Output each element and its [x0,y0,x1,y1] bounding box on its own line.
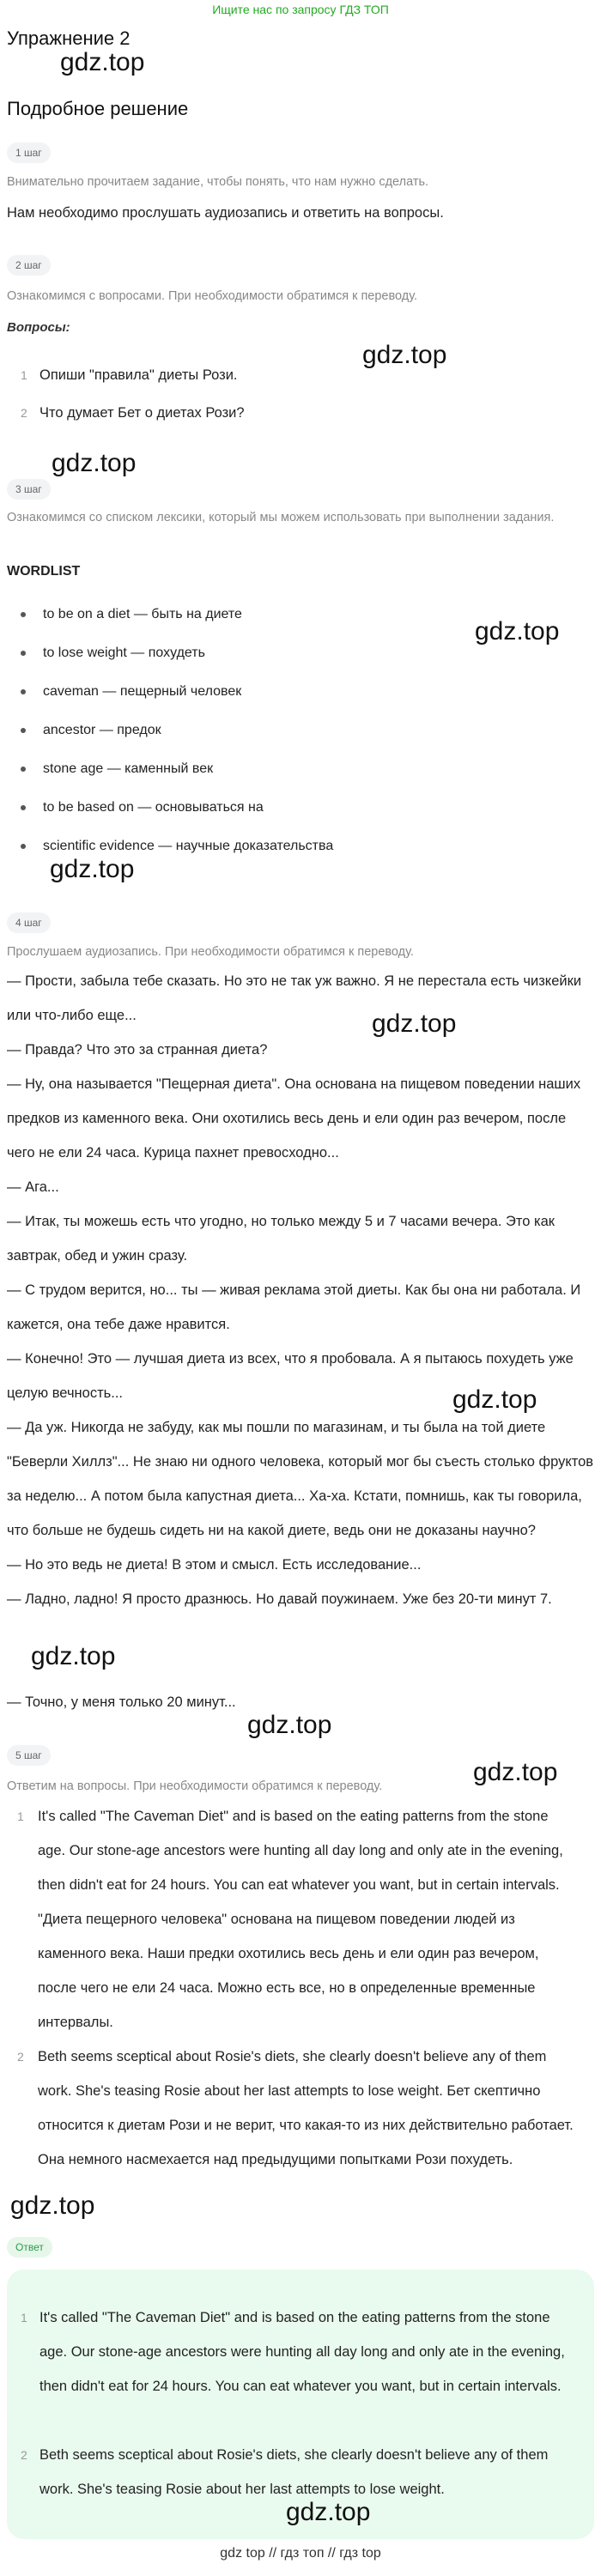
answer-text: It's called "The Caveman Diet" and is based on the eating patterns from the stone age. Our stone-age ancestors were hunting all day long and only ate in the evening, then didn't eat for 24 hours. You can eat whatever you want, but in certain intervals. [39,2310,565,2394]
watermark: gdz.top [362,341,447,369]
step-description: Ответим на вопросы. При необходимости обратимся к переводу. [7,1779,383,1793]
dialogue-line: — Точно, у меня только 20 минут... [7,1694,236,1710]
list-item [21,2300,572,2403]
step-badge: 3 шаг [7,479,51,500]
bullet [21,728,26,733]
watermark: gdz.top [475,617,560,646]
step-badge: 5 шаг [7,1745,51,1766]
questions-label: Вопросы: [7,320,70,335]
list-item [21,607,242,622]
dialogue-line: — Да уж. Никогда не забуду, как мы пошли по магазинам, и ты была на той диете "Беверли Хиллз"... Не знаю ни одного человека, который мог бы съесть столько фруктов за неделю... А потом была капустная диета... Ха-ха. Кстати, помнишь, как ты говорила, что больше не будешь сидеть ни на какой диете, ведь они не доказаны научно? [7,1420,594,1538]
answer-badge: Ответ [7,2237,52,2258]
step-description: Ознакомимся со списком лексики, который мы можем использовать при выполнении задания. [7,511,555,524]
watermark: gdz.top [52,449,137,477]
list-item [21,761,213,777]
dialogue-line: — Ага... [7,1179,59,1195]
bullet [21,767,26,772]
list-item [21,367,238,384]
bullet [21,805,26,810]
watermark: gdz.top [10,2191,95,2220]
wordlist-entry: to be based on — основываться на [43,800,264,815]
dialogue-line: — Прости, забыла тебе сказать. Но это не так уж важно. Я не перестала есть чизкейки или что-либо еще... [7,973,582,1023]
footer-links[interactable]: gdz top // гдз топ // гдз top [220,2546,381,2561]
answer-text: It's called "The Caveman Diet" and is based on the eating patterns from the stone age. Our stone-age ancestors were hunting all day long and only ate in the evening, then didn't eat for 24 hours. You can eat whatever you want, but in certain intervals. "Диета пещерного человека" основана на пищевом поведении людей из каменного века. Наши предки охотились весь день и ели один раз вечером, после чего не ели 24 часа. Можно есть все, но в определенные временные интервалы. [38,1809,563,2030]
bullet [21,844,26,849]
top-link[interactable]: Ищите нас по запросу ГДЗ ТОП [212,3,389,16]
watermark: gdz.top [286,2498,371,2526]
wordlist-entry: caveman — пещерный человек [43,684,242,699]
step-badge: 2 шаг [7,255,51,276]
watermark: gdz.top [372,1009,457,1038]
bullet [21,651,26,656]
watermark: gdz.top [473,1758,558,1786]
watermark: gdz.top [50,855,135,883]
watermark: gdz.top [60,48,145,76]
list-number: 2 [17,2050,24,2064]
answer-text: Beth seems sceptical about Rosie's diets, she clearly doesn't believe any of them work. She's teasing Rosie about her last attempts to lose weight. Бет скептично относится к диетам Рози и не верит, что какая-то из них действительно работает. Она немного насмехается над предыдущими попытками Рози похудеть. [38,2049,574,2167]
list-item [17,2040,575,2177]
answer-text: Beth seems sceptical about Rosie's diets, she clearly doesn't believe any of them work. She's teasing Rosie about her last attempts to lose weight. [39,2447,549,2497]
step-description: Внимательно прочитаем задание, чтобы понять, что нам нужно сделать. [7,175,429,189]
dialogue-line: — Ладно, ладно! Я просто дразнюсь. Но давай поужинаем. Уже без 20-ти минут 7. [7,1591,552,1607]
question-text: Что думает Бет о диетах Рози? [39,405,245,421]
step-badge: 1 шаг [7,142,51,163]
wordlist-entry: ancestor — предок [43,723,161,737]
list-number: 2 [21,2448,27,2462]
step-description: Прослушаем аудиозапись. При необходимости обратимся к переводу. [7,945,414,959]
bullet [21,612,26,617]
watermark: gdz.top [31,1642,116,1670]
dialogue-line: — Правда? Что это за странная диета? [7,1042,268,1058]
list-item [21,405,245,421]
question-text: Опиши "правила" диеты Рози. [39,367,238,383]
list-item [21,839,333,854]
dialogue-line: — Итак, ты можешь есть что угодно, но только между 5 и 7 часами вечера. Это как завтрак, обед и ужин сразу. [7,1214,555,1264]
watermark: gdz.top [452,1385,537,1414]
section-title: Подробное решение [7,98,189,119]
list-item [21,646,205,661]
wordlist-title: WORDLIST [7,564,81,579]
wordlist-entry: to lose weight — похудеть [43,646,205,660]
step-text: Нам необходимо прослушать аудиозапись и ответить на вопросы. [7,205,444,221]
dialogue-line: — Конечно! Это — лучшая диета из всех, что я пробовала. А я пытаюсь похудеть уже целую вечность... [7,1351,574,1401]
step-description: Ознакомимся с вопросами. При необходимости обратимся к переводу. [7,289,418,303]
watermark: gdz.top [247,1711,332,1739]
list-number: 2 [21,406,27,420]
dialogue-line: — Ну, она называется "Пещерная диета". Она основана на пищевом поведении наших предков из каменного века. Они охотились весь день и ели один раз вечером, после чего не ели 24 часа. Курица пахнет превосходно... [7,1076,581,1161]
wordlist-entry: stone age — каменный век [43,761,214,776]
dialogue-line: — С трудом верится, но... ты — живая реклама этой диеты. Как бы она ни работала. И кажется, она тебе даже нравится. [7,1282,581,1332]
page-title: Упражнение 2 [7,27,131,49]
list-item [21,723,161,738]
bullet [21,689,26,694]
step-badge: 4 шаг [7,912,51,933]
list-number: 1 [21,368,27,382]
wordlist-entry: scientific evidence — научные доказательства [43,839,334,853]
list-item [17,1799,575,2040]
list-item [21,684,241,700]
list-item [21,2438,572,2506]
list-number: 1 [21,2311,27,2324]
list-number: 1 [17,1809,24,1823]
dialogue-line: — Но это ведь не диета! В этом и смысл. Есть исследование... [7,1557,422,1573]
list-item [21,800,264,815]
wordlist-entry: to be on a diet — быть на диете [43,607,242,621]
